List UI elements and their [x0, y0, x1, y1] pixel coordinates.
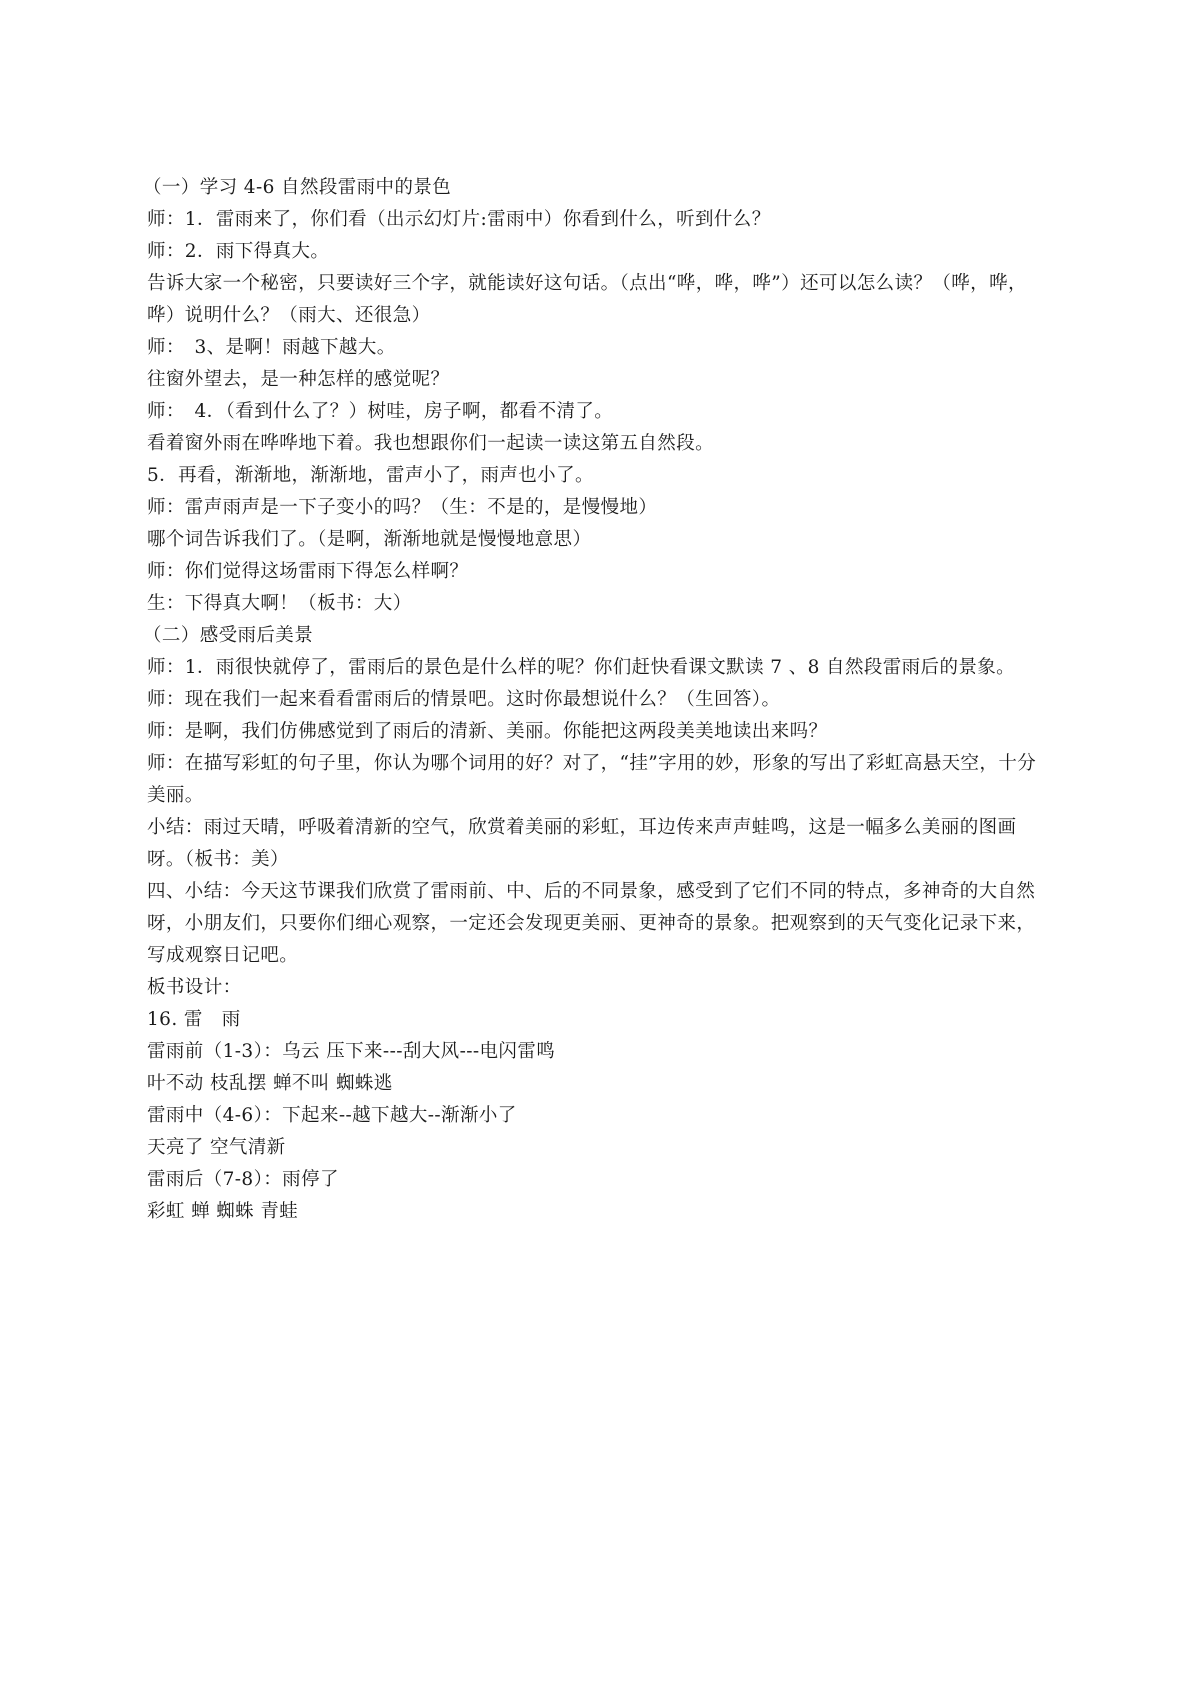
- paragraph: 师： 3、是啊！雨越下越大。: [147, 337, 396, 358]
- paragraph: 生：下得真大啊！（板书：大）: [147, 593, 412, 614]
- paragraph: 师：1．雨很快就停了，雷雨后的景色是什么样的呢？你们赶快看课文默读 7 、8 自然段雷雨后的景象。: [147, 657, 1016, 678]
- section-heading: （一）学习 4-6 自然段雷雨中的景色: [143, 177, 452, 198]
- board-design: [147, 1004, 1052, 1228]
- paragraph: 师：雷声雨声是一下子变小的吗？（生：不是的，是慢慢地）: [147, 497, 658, 518]
- paragraph: 师：现在我们一起来看看雷雨后的情景吧。这时你最想说什么？（生回答）。: [147, 689, 781, 710]
- paragraph: 师：在描写彩虹的句子里，你认为哪个词用的好？对了，“挂”字用的妙，形象的写出了彩虹高悬天空，十分美丽。: [147, 753, 1037, 806]
- board-line: 叶不动 枝乱摆 蝉不叫 蜘蛛逃: [147, 1073, 393, 1094]
- board-line: 16. 雷 雨: [147, 1009, 241, 1030]
- paragraph: 5．再看，渐渐地，渐渐地，雷声小了，雨声也小了。: [147, 465, 594, 486]
- paragraph: 师：你们觉得这场雷雨下得怎么样啊？: [147, 561, 469, 582]
- document-body: [143, 172, 1052, 1228]
- board-line: 雷雨前（1-3）：乌云 压下来---刮大风---电闪雷鸣: [147, 1041, 556, 1062]
- paragraph: 四、小结：今天这节课我们欣赏了雷雨前、中、后的不同景象，感受到了它们不同的特点，多神奇的大自然呀，小朋友们，只要你们细心观察，一定还会发现更美丽、更神奇的景象。把观察到的天气变化记录下来，写成观察日记吧。: [147, 881, 1036, 966]
- paragraph: 板书设计：: [147, 977, 242, 998]
- paragraph: 师：是啊，我们仿佛感觉到了雨后的清新、美丽。你能把这两段美美地读出来吗？: [147, 721, 828, 742]
- paragraph: 小结：雨过天晴，呼吸着清新的空气，欣赏着美丽的彩虹，耳边传来声声蛙鸣，这是一幅多么美丽的图画呀。（板书：美）: [147, 817, 1017, 870]
- paragraph: 告诉大家一个秘密，只要读好三个字，就能读好这句话。（点出“哗，哗，哗”）还可以怎么读？（哗，哗，哗）说明什么？（雨大、还很急）: [147, 273, 1027, 326]
- section-heading: （二）感受雨后美景: [143, 625, 314, 646]
- paragraph: 哪个词告诉我们了。（是啊，渐渐地就是慢慢地意思）: [147, 529, 592, 550]
- board-line: 天亮了 空气清新: [147, 1137, 286, 1158]
- board-line: 彩虹 蝉 蜘蛛 青蛙: [147, 1201, 299, 1222]
- paragraph: 师： 4．（看到什么了？）树哇，房子啊，都看不清了。: [147, 401, 614, 422]
- paragraph: 往窗外望去，是一种怎样的感觉呢？: [147, 369, 450, 390]
- paragraph: 看着窗外雨在哗哗地下着。我也想跟你们一起读一读这第五自然段。: [147, 433, 715, 454]
- paragraph: 师：2．雨下得真大。: [147, 241, 330, 262]
- board-line: 雷雨后（7-8）：雨停了: [147, 1169, 339, 1190]
- paragraph: 师：1．雷雨来了，你们看（出示幻灯片:雷雨中）你看到什么，听到什么？: [147, 209, 771, 230]
- board-line: 雷雨中（4-6）：下起来--越下越大--渐渐小了: [147, 1105, 517, 1126]
